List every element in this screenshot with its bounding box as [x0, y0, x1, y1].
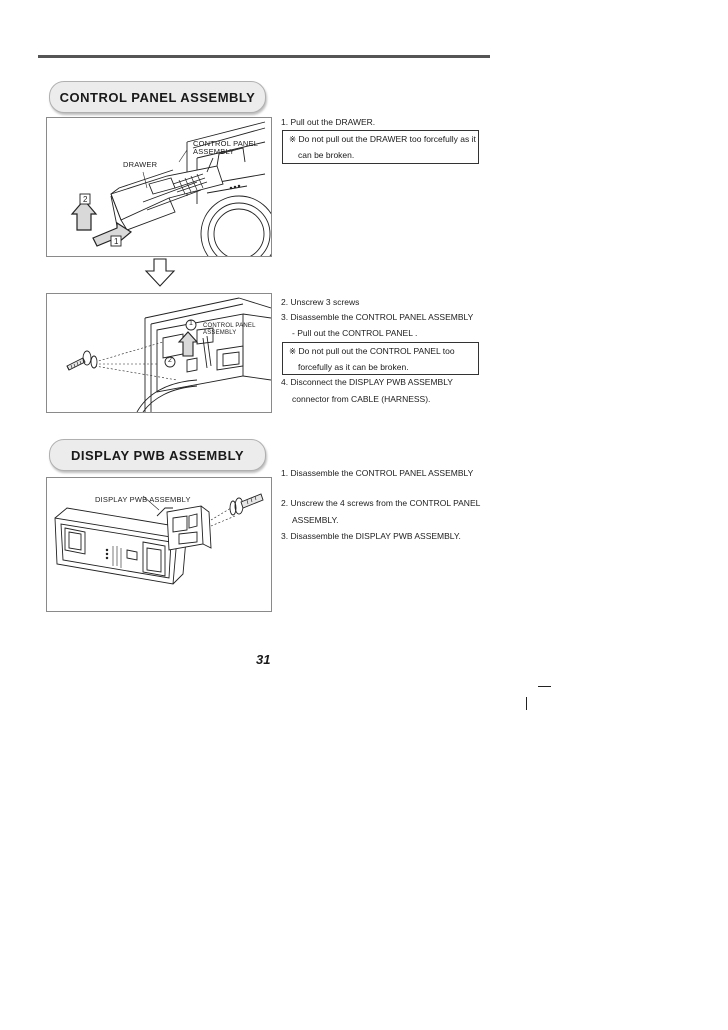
step-3-disassemble-control-panel: 3. Disassemble the CONTROL PANEL ASSEMBLY — [281, 312, 474, 322]
label-assembly: ASSEMBLY — [193, 147, 235, 156]
step-marker-2: 2 — [168, 357, 173, 364]
step-marker-1: 1 — [189, 320, 194, 327]
step-3-disassemble-pwb: 3. Disassemble the DISPLAY PWB ASSEMBLY. — [281, 531, 461, 541]
step-marker-1: 1 — [114, 237, 119, 246]
label-drawer: DRAWER — [123, 160, 158, 169]
figure-drawer-removal — [46, 117, 272, 257]
page-number: 31 — [256, 652, 271, 667]
caution-line-2: can be broken. — [298, 150, 355, 160]
top-rule — [38, 55, 490, 58]
section-title-display-pwb-assembly — [49, 439, 266, 471]
label-control-panel: CONTROL PANEL — [193, 139, 259, 148]
section-title-text: CONTROL PANEL ASSEMBLY — [59, 89, 256, 105]
step-3-sub-pull-panel: - Pull out the CONTROL PANEL . — [292, 328, 418, 338]
step-2-unscrew-line-1: 2. Unscrew the 4 screws from the CONTROL PANEL — [281, 498, 481, 508]
caution-line-1: ※ Do not pull out the DRAWER too forcefully as it — [289, 134, 476, 144]
caution-note-drawer — [282, 130, 479, 164]
crop-mark-vertical — [526, 697, 527, 710]
step-marker-2: 2 — [83, 195, 88, 204]
label-control-panel: CONTROL PANEL — [203, 323, 256, 329]
section-title-control-panel-assembly — [49, 81, 266, 113]
caution-line-1: ※ Do not pull out the CONTROL PANEL too — [289, 346, 455, 356]
caution-note-control-panel — [282, 342, 479, 375]
step-2-unscrew-line-2: ASSEMBLY. — [292, 515, 339, 525]
step-4-disconnect-line-2: connector from CABLE (HARNESS). — [292, 394, 431, 404]
control-panel-removal-illustration — [47, 294, 271, 412]
step-4-disconnect-line-1: 4. Disconnect the DISPLAY PWB ASSEMBLY — [281, 377, 453, 387]
figure-control-panel-removal — [46, 293, 272, 413]
label-assembly: ASSEMBLY — [203, 330, 237, 336]
figure-display-pwb — [46, 477, 272, 612]
crop-mark-horizontal — [538, 686, 551, 687]
step-2-unscrew: 2. Unscrew 3 screws — [281, 297, 360, 307]
section-title-text: DISPLAY PWB ASSEMBLY — [70, 447, 245, 463]
label-display-pwb-assembly: DISPLAY PWB ASSEMBLY — [95, 495, 191, 504]
down-arrow-icon — [144, 258, 176, 288]
step-1-pull-drawer: 1. Pull out the DRAWER. — [281, 117, 376, 127]
caution-line-2: forcefully as it can be broken. — [298, 362, 409, 372]
step-1-disassemble-control-panel: 1. Disassemble the CONTROL PANEL ASSEMBLY — [281, 468, 474, 478]
